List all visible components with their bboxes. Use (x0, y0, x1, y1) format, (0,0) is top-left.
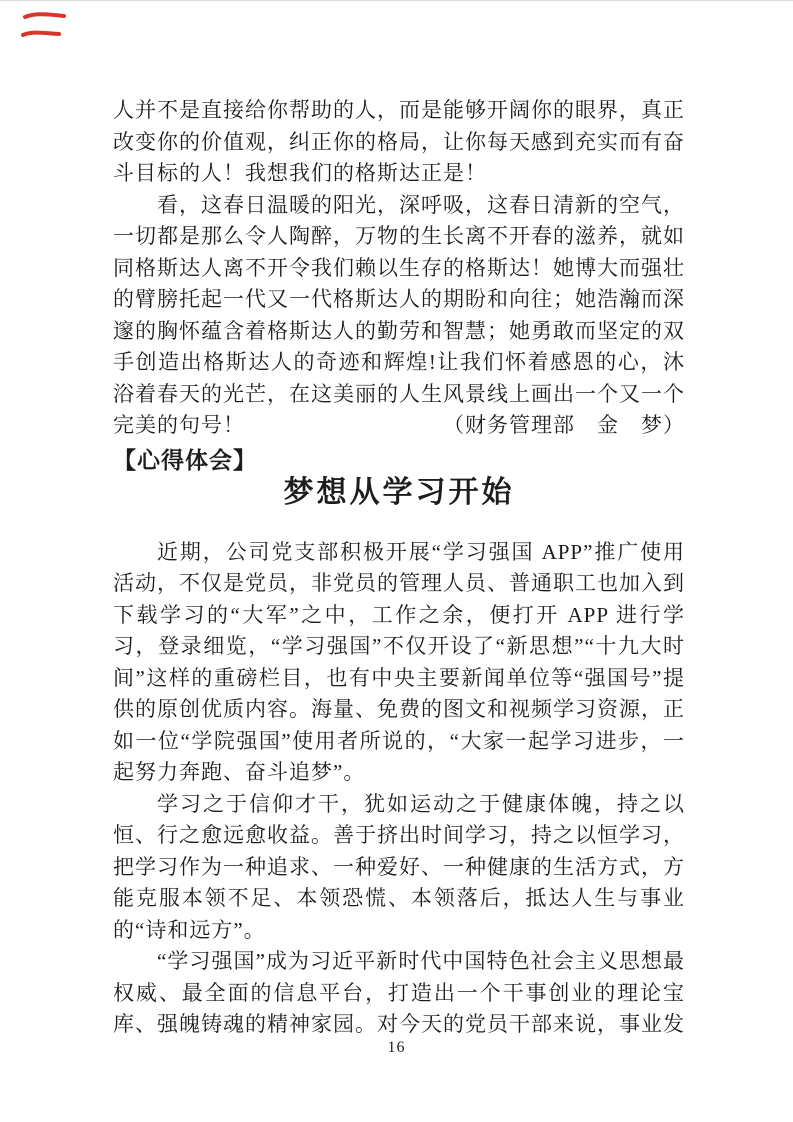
article-title: 梦想从学习开始 (283, 475, 515, 509)
paragraph-spring (113, 190, 685, 442)
paragraph-learning-persistence: 学习之于信仰才干，犹如运动之于健康体魄，持之以恒、行之愈远愈收益。善于挤出时间学习，持之以恒学习，把学习作为一种追求、一种爱好、一种健康的生活方式，方能克服本领不足、本领恐慌、本领落后，抵达人生与事业的“诗和远方”。 (113, 791, 685, 942)
page-body (113, 95, 685, 1041)
paragraph-app-promotion: 近期，公司党支部积极开展“学习强国 APP”推广使用活动，不仅是党员，非党员的管理人员、普通职工也加入到下载学习的“大军”之中，工作之余，便打开 APP 进行学习，登录细览，“学习强国”不仅开设了“新思想”“十九大时间”这样的重磅栏目，也有中央主要新闻单位等“强国号”提供的原创优质内容。海量、免费的图文和视频学习资源，正如一位“学院强国”使用者所说的，“大家一起学习进步，一起努力奔跑、奋斗追梦”。 (113, 539, 685, 784)
section-header: 【心得体会】 (113, 447, 257, 473)
red-pen-marks (20, 6, 68, 44)
paragraph-platform: “学习强国”成为习近平新时代中国特色社会主义思想最权威、最全面的信息平台，打造出一个干事创业的理论宝库、强魄铸魂的精神家园。对今天的党员干部来说，事业发 (113, 949, 685, 1036)
paragraph-continuation: 人并不是直接给你帮助的人，而是能够开阔你的眼界，真正改变你的价值观，纠正你的格局，让你每天感到充实而有奋斗目标的人！我想我们的格斯达正是！ (113, 98, 685, 185)
red-pen-stroke-top (25, 14, 64, 17)
page-number: 16 (387, 1039, 406, 1056)
paragraph-spring-text: 看，这春日温暖的阳光，深呼吸，这春日清新的空气，一切都是那么令人陶醉，万物的生长离不开春的滋养，就如同格斯达人离不开令我们赖以生存的格斯达！她博大而强壮的臂膀托起一代又一代格斯达人的期盼和向往；她浩瀚而深邃的胸怀蕴含着格斯达人的勤劳和智慧；她勇敢而坚定的双手创造出格斯达人的奇迹和辉煌!让我们怀着感恩的心，沐浴着春天的光芒，在这美丽的人生风景线上画出一个又一个完美的句号！ (113, 192, 685, 437)
author-attribution: （财务管理部 金 梦） (443, 413, 685, 437)
red-pen-stroke-bottom (23, 33, 59, 35)
